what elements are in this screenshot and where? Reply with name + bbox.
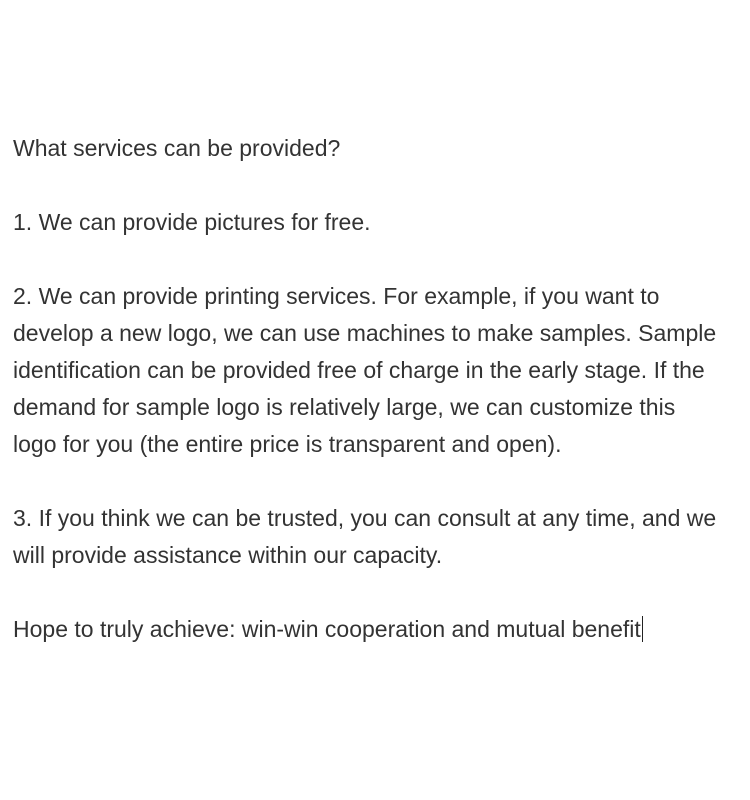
service-item-2-line: demand for sample logo is relatively large, we can customize this <box>13 394 676 420</box>
service-item-2 <box>13 278 738 463</box>
service-item-3 <box>13 500 738 574</box>
service-item-2-line: develop a new logo, we can use machines to make samples. Sample <box>13 320 717 346</box>
service-item-2-line: 2. We can provide printing services. For example, if you want to <box>13 283 660 309</box>
question-heading: What services can be provided? <box>13 135 341 161</box>
service-item-2-line: identification can be provided free of charge in the early stage. If the <box>13 357 705 383</box>
closing-line <box>13 611 738 648</box>
text-cursor <box>642 616 643 642</box>
service-item-2-line: logo for you (the entire price is transparent and open). <box>13 431 562 457</box>
service-item-3-line: 3. If you think we can be trusted, you can consult at any time, and we <box>13 505 717 531</box>
service-item-1: 1. We can provide pictures for free. <box>13 209 371 235</box>
service-item-3-line: will provide assistance within our capacity. <box>13 542 443 568</box>
closing-text: Hope to truly achieve: win-win cooperation and mutual benefit <box>13 616 641 642</box>
